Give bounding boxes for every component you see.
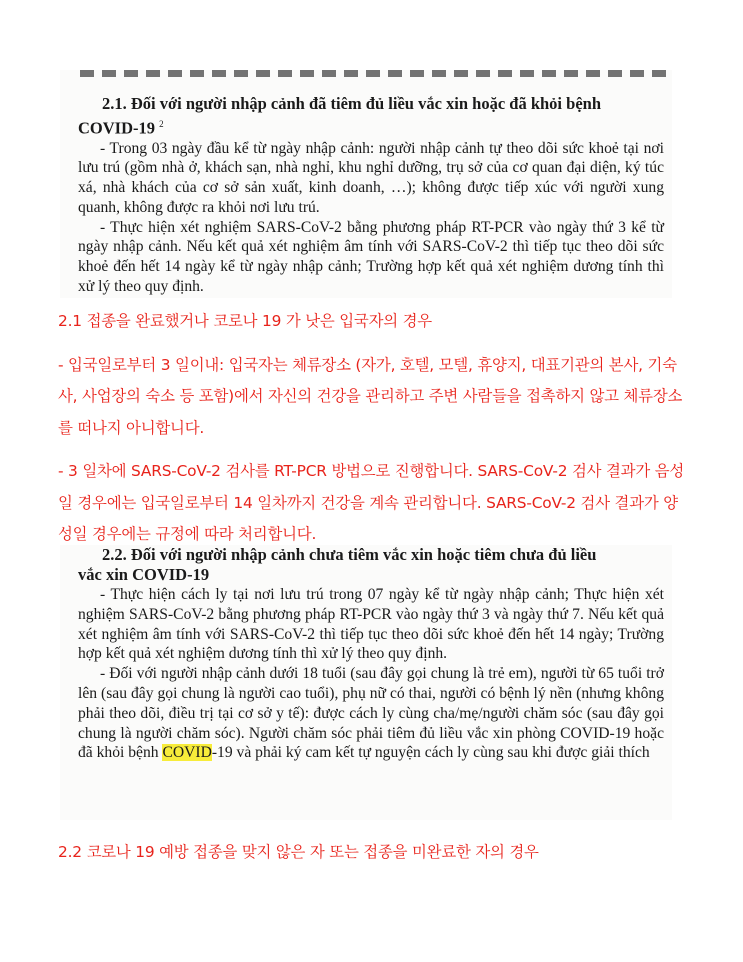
translation-title-2-2: 2.2 코로나 19 예방 접종을 맞지 않은 자 또는 접종을 미완료한 자의 경우 — [58, 843, 539, 861]
translation-item-2: - 3 일차에 SARS-CoV-2 검사를 RT-PCR 방법으로 진행합니다. SARS-CoV-2 검사 결과가 음성일 경우에는 입국일로부터 14 일차까지 건강을 계속 관리합니다. SARS-CoV-2 검사 결과가 양성일 경우에는 규정에 따라 처리합니다. — [58, 462, 685, 543]
section-heading-2-1 — [60, 94, 672, 139]
heading-continuation: vắc xin COVID-19 — [78, 565, 210, 584]
highlighted-text: COVID — [162, 744, 212, 762]
cropped-text-line — [80, 70, 672, 94]
translation-title-2-1: 2.1 접종을 완료했거나 코로나 19 가 낫은 입국자의 경우 — [58, 312, 432, 330]
scanned-excerpt-2-2 — [60, 545, 672, 820]
scanned-excerpt-2-1 — [60, 70, 672, 298]
heading-continuation: COVID-19 $^2$ — [78, 118, 164, 138]
translation-item-1: - 입국일로부터 3 일이내: 입국자는 체류장소 (자가, 호텔, 모텔, 휴양지, 대표기관의 본사, 기숙사, 사업장의 숙소 등 포함)에서 자신의 건강을 관리하고 주변 사람들을 접촉하지 않고 체류장소를 떠나지 아니합니다. — [58, 355, 683, 437]
heading-text: 2.2. Đối với người nhập cảnh chưa tiêm vắc xin hoặc tiêm chưa đủ liều — [102, 545, 597, 564]
paragraph-2-2-second: - Đối với người nhập cảnh dưới 18 tuổi (sau đây gọi chung là trẻ em), người từ 65 tuổi trở lên (sau đây gọi chung là người cao tuổi), phụ nữ có thai, người có bệnh lý nền (nhưng không phải theo dõi, điều trị tại cơ sở y tế): được cách ly cùng cha/mẹ/người chăm sóc (sau đây gọi chung là người chăm sóc). Người chăm sóc phải tiêm đủ liều vắc xin phòng COVID-19 hoặc đã khỏi bệnh COVID-19 và phải ký cam kết tự nguyện cách ly cùng sau khi được giải thích — [78, 665, 664, 762]
paragraph-2-2-first: - Thực hiện cách ly tại nơi lưu trú trong 07 ngày kể từ ngày nhập cảnh; Thực hiện xét nghiệm SARS-CoV-2 bằng phương pháp RT-PCR vào ngày thứ 3 và ngày thứ 7. Nếu kết quả xét nghiệm âm tính với SARS-CoV-2 thì tiếp tục theo dõi sức khoẻ đến hết 14 ngày; Trường hợp kết quả xét nghiệm dương tính thì xử lý theo quy định. — [78, 586, 664, 663]
paragraph-2-1-second: - Thực hiện xét nghiệm SARS-CoV-2 bằng phương pháp RT-PCR vào ngày thứ 3 kể từ ngày nhập cảnh. Nếu kết quả xét nghiệm âm tính với SARS-CoV-2 thì tiếp tục theo dõi sức khoẻ đến hết 14 ngày kể từ ngày nhập cảnh; Trường hợp kết quả xét nghiệm dương tính thì xử lý theo quy định. — [78, 218, 664, 296]
heading-text: 2.1. Đối với người nhập cảnh đã tiêm đủ liều vắc xin hoặc đã khỏi bệnh — [102, 94, 601, 113]
paragraph-2-1-first: - Trong 03 ngày đầu kể từ ngày nhập cảnh: người nhập cảnh tự theo dõi sức khoẻ tại nơi lưu trú (gồm nhà ở, khách sạn, nhà nghỉ, khu nghỉ dưỡng, trụ sở của cơ quan đại diện, ký túc xá, nhà khách của cơ sở sản xuất, kinh doanh, …); không được tiếp xúc với người xung quanh, không được ra khỏi nơi lưu trú. — [78, 139, 664, 216]
translation-block-2-1 — [58, 306, 688, 551]
translation-block-2-2 — [58, 837, 688, 869]
footnote-mark: 2 — [159, 119, 164, 129]
section-heading-2-2 — [60, 545, 672, 585]
